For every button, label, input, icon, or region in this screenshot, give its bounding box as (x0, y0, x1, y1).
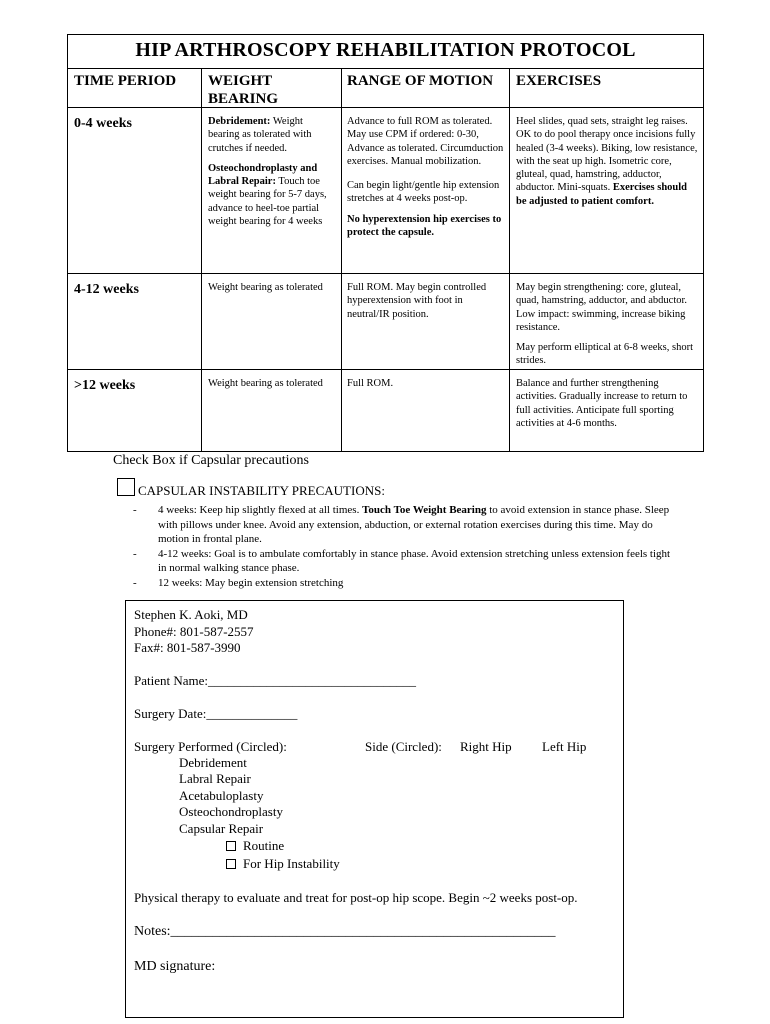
left-hip-option[interactable]: Left Hip (542, 739, 587, 754)
row1-weight-bearing: Debridement: Weight bearing as tolerated with crutches if needed. Osteochondroplasty and Labral Repair: Touch toe weight bearing for 5-7 days, advance to heel-toe partial weight bearing for 4 weeks (208, 116, 327, 228)
surgery-date-field[interactable]: Surgery Date:______________ (134, 706, 298, 721)
check-box-label: Check Box if Capsular precautions (113, 453, 309, 468)
procedure-labral-repair[interactable]: Labral Repair (179, 771, 251, 786)
list-item: - 4-12 weeks: Goal is to ambulate comfortably in stance phase. Avoid extension stretching unless extension feels tight in normal walking stance phase. (133, 547, 671, 575)
row3-weight-bearing: Weight bearing as tolerated (208, 378, 323, 389)
patient-name-field[interactable]: Patient Name:________________________________ (134, 673, 417, 688)
right-hip-option[interactable]: Right Hip (460, 739, 512, 754)
procedure-acetabuloplasty[interactable]: Acetabuloplasty (179, 788, 264, 803)
row1-range-of-motion: Advance to full ROM as tolerated. May use CPM if ordered: 0-30, Advance as tolerated. Circumduction exercises. Manual mobilization. Can begin light/gentle hip extension stretches at 4 weeks post-op. No hyperextension hip exercises to protect the capsule. (347, 116, 504, 239)
notes-field[interactable]: Notes:_______________________________________________________ (134, 924, 556, 939)
column-divider (341, 68, 342, 451)
table-divider (68, 107, 703, 108)
referral-form (125, 600, 624, 1018)
header-time-period: TIME PERIOD (74, 73, 177, 89)
precautions-list (133, 503, 673, 591)
header-weight-bearing: WEIGHT BEARING (208, 73, 279, 107)
period-4-12-weeks: 4-12 weeks (74, 282, 139, 297)
column-divider (201, 68, 202, 451)
surgery-performed-label: Surgery Performed (Circled): (134, 739, 287, 754)
row1-exercises: Heel slides, quad sets, straight leg raises. OK to do pool therapy once incisions fully healed (3-4 weeks). Biking, low resistance, with the seat up high. Isometric core, gluteal, quad, hamstring, adductor, abductor. Mini-squats. Exercises should be adjusted to patient comfort. (516, 116, 698, 207)
doctor-name: Stephen K. Aoki, MD (134, 607, 248, 622)
routine-checkbox[interactable] (226, 841, 236, 851)
procedure-capsular-repair[interactable]: Capsular Repair (179, 821, 264, 836)
row3-exercises: Balance and further strengthening activities. Gradually increase to return to full activities. Anticipate full sporting activities at 4-6 months. (516, 378, 688, 429)
row2-weight-bearing: Weight bearing as tolerated (208, 282, 323, 293)
routine-option[interactable]: Routine (226, 838, 284, 854)
hip-instability-checkbox[interactable] (226, 859, 236, 869)
row2-range-of-motion: Full ROM. May begin controlled hyperextension with foot in neutral/IR position. (347, 282, 487, 320)
hip-instability-option[interactable]: For Hip Instability (226, 856, 340, 872)
capsular-precautions-heading: CAPSULAR INSTABILITY PRECAUTIONS: (138, 483, 385, 498)
protocol-table (67, 34, 704, 452)
row3-range-of-motion: Full ROM. (347, 378, 394, 389)
procedure-osteochondroplasty[interactable]: Osteochondroplasty (179, 804, 283, 819)
header-range-of-motion: RANGE OF MOTION (347, 73, 494, 89)
doctor-phone: Phone#: 801-587-2557 (134, 624, 254, 639)
list-item: - 12 weeks: May begin extension stretching (133, 576, 344, 589)
period-0-4-weeks: 0-4 weeks (74, 116, 132, 131)
md-signature-field[interactable]: MD signature: (134, 959, 216, 974)
table-divider (68, 273, 703, 274)
capsular-precautions-checkbox[interactable] (117, 478, 135, 496)
table-divider (68, 68, 703, 69)
period-over-12-weeks: >12 weeks (74, 378, 136, 393)
side-label: Side (Circled): (365, 739, 442, 754)
doctor-fax: Fax#: 801-587-3990 (134, 640, 241, 655)
table-divider (68, 369, 703, 370)
list-item: - 4 weeks: Keep hip slightly flexed at all times. Touch Toe Weight Bearing to avoid extension in stance phase. Sleep with pillows under knee. Avoid any extension, abduction, or external rotation exercises during this time. May do motion in frontal plane. (133, 504, 670, 546)
row2-exercises: May begin strengthening: core, gluteal, quad, hamstring, adductor, and abductor. Low impact: swimming, increase biking resistance. May perform elliptical at 6-8 weeks, short strides. (516, 282, 693, 367)
header-exercises: EXERCISES (516, 73, 602, 89)
procedure-debridement[interactable]: Debridement (179, 755, 247, 770)
pt-instructions: Physical therapy to evaluate and treat for post-op hip scope. Begin ~2 weeks post-op. (134, 890, 578, 905)
column-divider (509, 68, 510, 451)
protocol-title: HIP ARTHROSCOPY REHABILITATION PROTOCOL (135, 39, 636, 61)
